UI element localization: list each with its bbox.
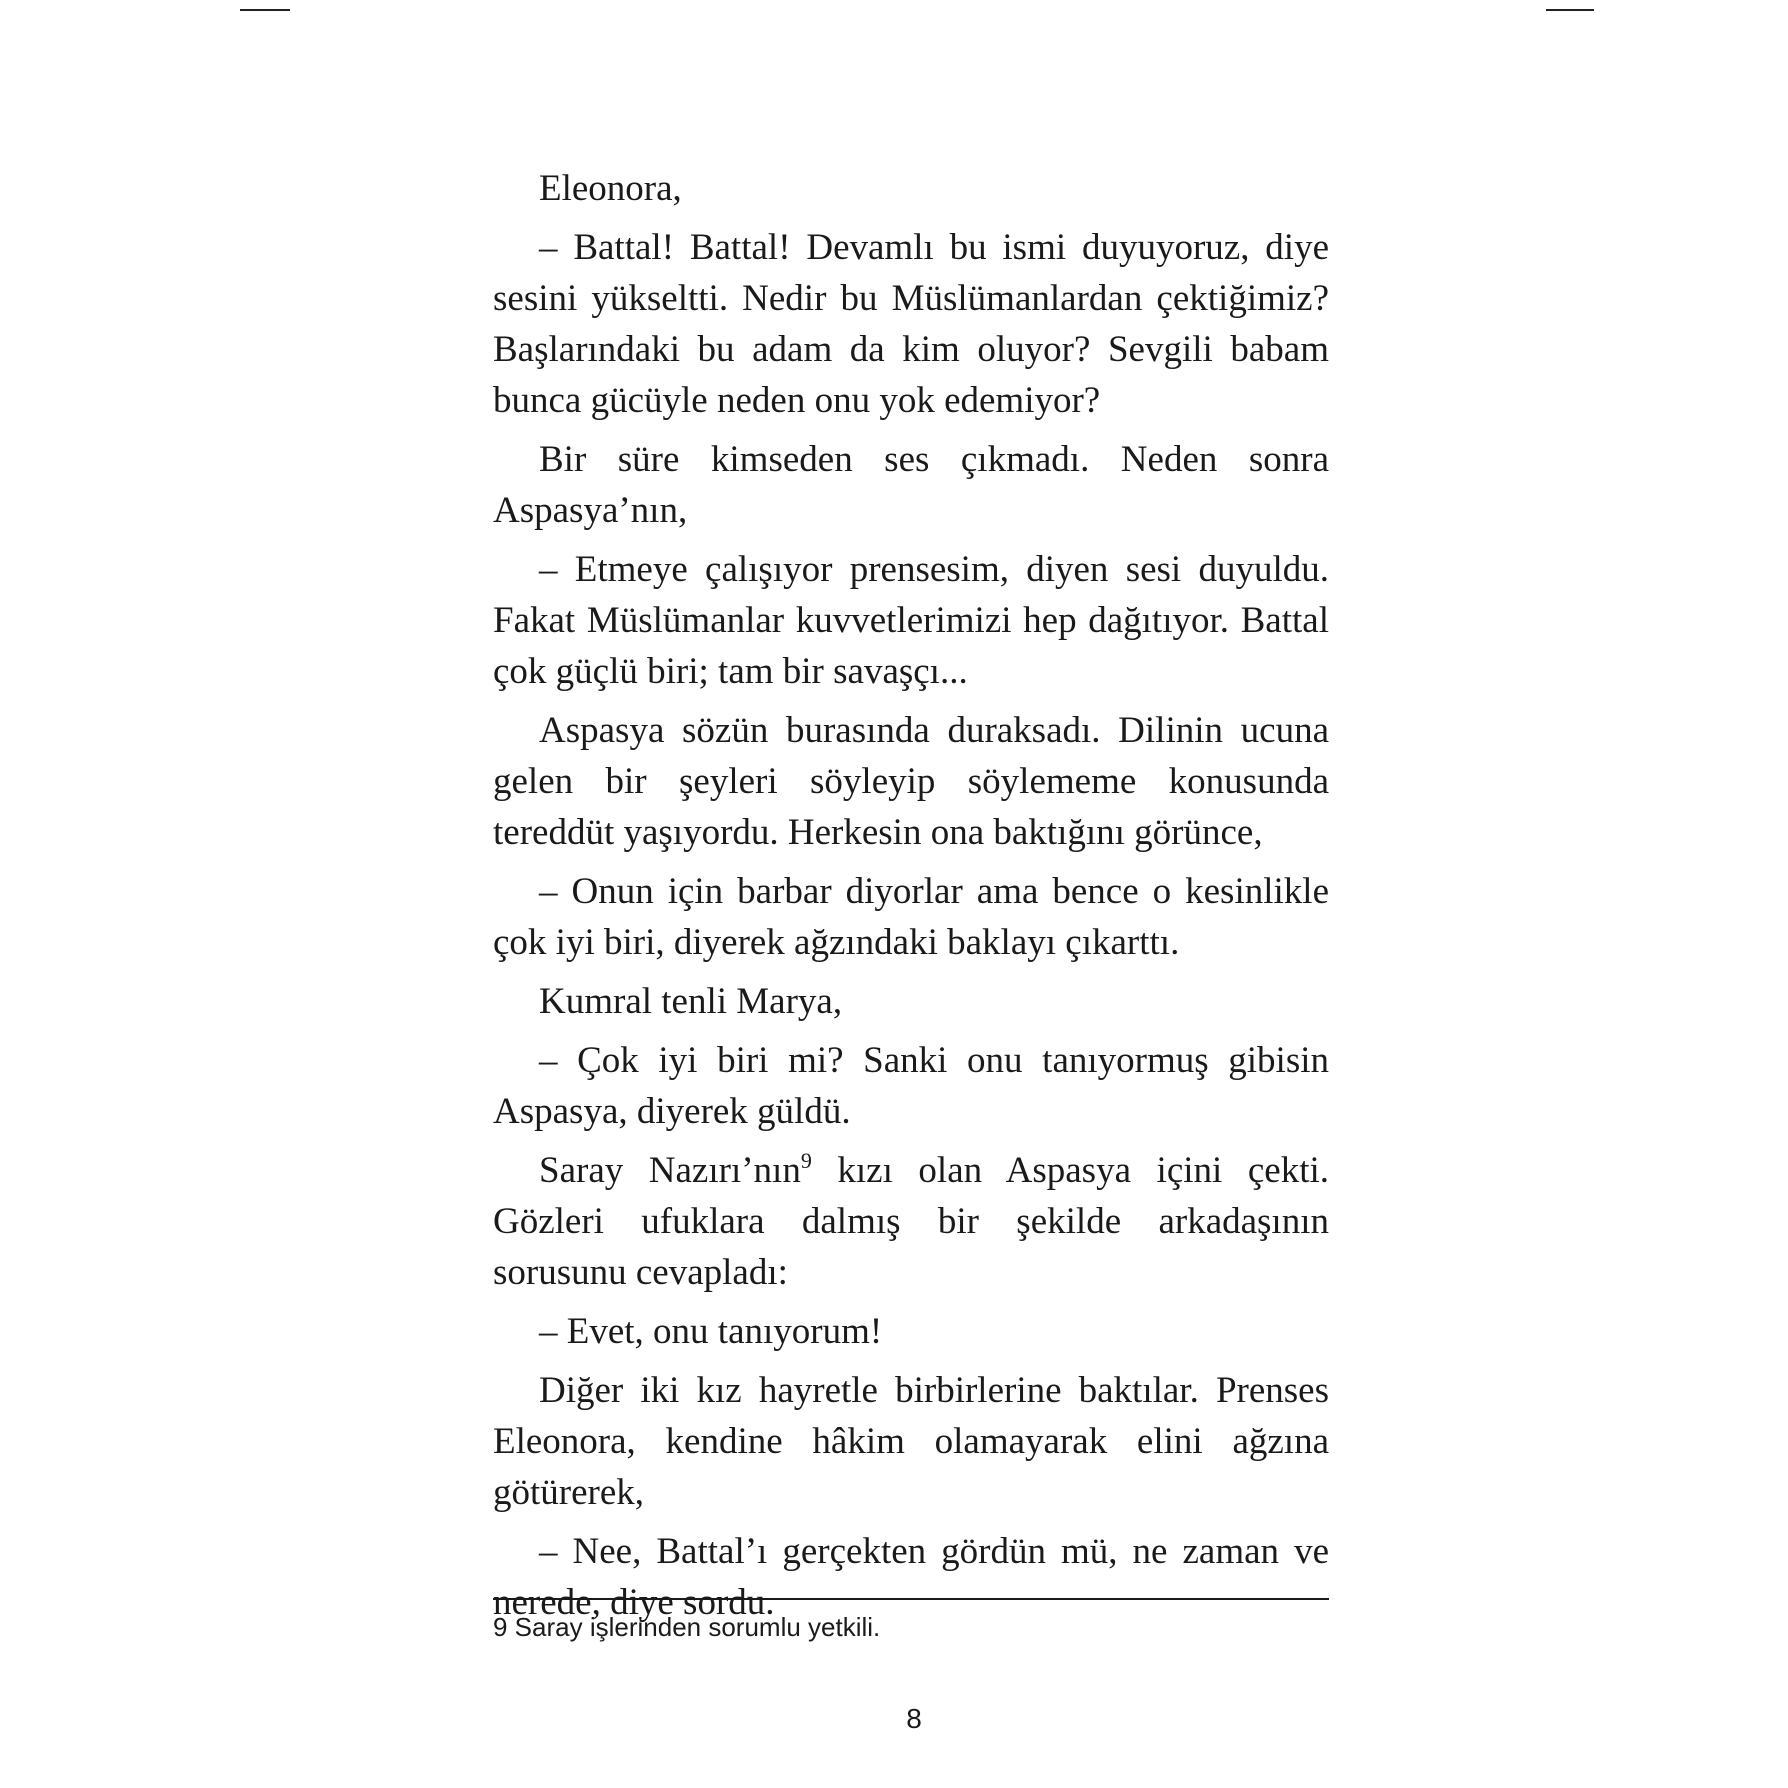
footnote-reference[interactable]: 9 [800, 1148, 812, 1173]
crop-mark-right [1546, 9, 1594, 11]
paragraph-11: Diğer iki kız hayretle birbirlerine baktılar. Prenses Eleonora, kendine hâkim olamayarak elini ağzına götürerek, [493, 1370, 1329, 1513]
paragraph-1: Eleonora, [539, 168, 682, 209]
page-body [493, 163, 1329, 1636]
paragraph-8: – Çok iyi biri mi? Sanki onu tanıyormuş gibisin Aspasya, diyerek güldü. [493, 1040, 1329, 1132]
footnote-divider [493, 1598, 1329, 1600]
paragraph-3: Bir süre kimseden ses çıkmadı. Neden sonra Aspasya’nın, [493, 439, 1329, 531]
paragraph-6: – Onun için barbar diyorlar ama bence o kesinlikle çok iyi biri, diyerek ağzındaki baklayı çıkarttı. [493, 871, 1329, 963]
footnote: 9 Saray işlerinden sorumlu yetkili. [493, 1612, 881, 1642]
paragraph-9-after: kızı olan Aspasya içini çekti. Gözleri ufuklara dalmış bir şekilde arkadaşının sorusunu cevapladı: [493, 1150, 1329, 1293]
paragraph-9-before: Saray Nazırı’nın [539, 1150, 801, 1191]
paragraph-12: – Nee, Battal’ı gerçekten gördün mü, ne zaman ve nerede, diye sordu. [493, 1531, 1329, 1623]
crop-mark-left [240, 9, 290, 11]
paragraph-9 [493, 1145, 1329, 1298]
paragraph-2: – Battal! Battal! Devamlı bu ismi duyuyoruz, diye sesini yükseltti. Nedir bu Müslümanlardan çektiğimiz? Başlarındaki bu adam da kim oluyor? Sevgili babam bunca gücüyle neden onu yok edemiyor? [493, 227, 1329, 421]
paragraph-5: Aspasya sözün burasında duraksadı. Dilinin ucuna gelen bir şeyleri söyleyip söylememe konusunda tereddüt yaşıyordu. Herkesin ona baktığını görünce, [493, 710, 1329, 853]
paragraph-10: – Evet, onu tanıyorum! [539, 1311, 883, 1352]
paragraph-7: Kumral tenli Marya, [539, 981, 843, 1022]
page-number: 8 [906, 1703, 922, 1734]
paragraph-4: – Etmeye çalışıyor prensesim, diyen sesi duyuldu. Fakat Müslümanlar kuvvetlerimizi hep dağıtıyor. Battal çok güçlü biri; tam bir savaşçı... [493, 549, 1329, 692]
